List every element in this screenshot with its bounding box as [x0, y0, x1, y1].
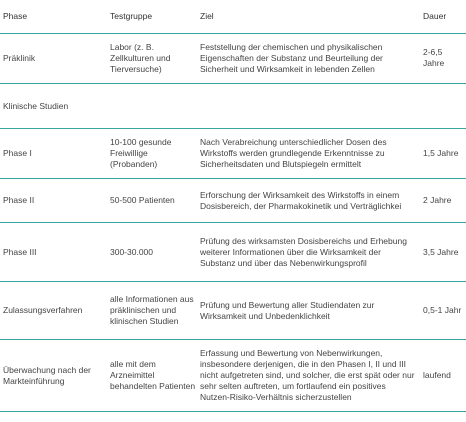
cell-phase: Überwachung nach der Markteinführung — [3, 364, 91, 386]
header-phase: Phase — [3, 11, 28, 21]
table-row — [0, 179, 466, 223]
cell-duration: 1,5 Jahre — [423, 148, 459, 158]
cell-phase: Phase II — [3, 195, 35, 205]
cell-goal: Prüfung des wirksamsten Dosisbereichs und Erhebung weiterer Informationen über die Wirksamkeit der Substanz und über das Nebenwirkungsprofil — [200, 235, 407, 268]
table-row — [0, 340, 466, 412]
cell-group: 10-100 gesunde Freiwillige (Probanden) — [110, 137, 172, 169]
cell-goal: Feststellung der chemischen und physikalischen Eigenschaften der Substanz und Beurteilung der Sicherheit und Wirksamkeit in lebenden Zellen — [200, 41, 383, 74]
cell-group: alle mit dem Arzneimittel behandelten Patienten — [110, 359, 196, 391]
cell-group: 50-500 Patienten — [110, 195, 175, 205]
table-row — [0, 129, 466, 179]
cell-phase: Phase I — [3, 148, 32, 158]
cell-phase: Präklinik — [3, 52, 36, 63]
cell-goal: Prüfung und Bewertung aller Studiendaten zur Wirksamkeit und Unbedenklichkeit — [200, 299, 375, 321]
table-row — [0, 282, 466, 340]
header-goal: Ziel — [200, 11, 214, 21]
cell-group: 300-30.000 — [110, 246, 154, 257]
cell-goal: Nach Verabreichung unterschiedlicher Dosen des Wirkstoffs werden grundlegende Erkenntnisse zu Sicherheitsdaten und Blutspiegeln ermittelt — [200, 137, 387, 169]
cell-goal: Erforschung der Wirksamkeit des Wirkstoffs in einem Dosisbereich, der Pharmakokinetik und Verträglichkei — [200, 189, 402, 211]
table-header-row — [0, 0, 466, 34]
cell-duration: laufend — [423, 370, 451, 380]
table-row — [0, 33, 466, 84]
cell-duration: 3,5 Jahre — [423, 246, 459, 257]
cell-duration: 0,5-1 Jahr — [423, 305, 462, 315]
cell-phase: Phase III — [3, 246, 37, 257]
cell-phase: Zulassungsverfahren — [3, 305, 83, 315]
cell-group: alle Informationen aus präklinischen und klinischen Studien — [110, 294, 194, 326]
cell-goal: Erfassung und Bewertung von Nebenwirkungen, insbesondere derjenigen, die in den Phasen I, II und III nicht aufgetreten sind, und solcher, die erst spät oder nur sehr selten auftreten, um fortlaufend ein positives Nutzen-Risiko-Verhältnis sicherzustellen — [200, 348, 415, 402]
cell-duration: 2 Jahre — [423, 195, 452, 205]
table-row — [0, 223, 466, 282]
section-label: Klinische Studien — [3, 100, 69, 111]
section-row — [0, 84, 466, 129]
header-group: Testgruppe — [110, 11, 153, 21]
header-duration: Dauer — [423, 11, 447, 21]
cell-duration: 2-6,5 Jahre — [423, 47, 445, 68]
cell-group: Labor (z. B. Zellkulturen und Tierversuche) — [110, 41, 171, 74]
